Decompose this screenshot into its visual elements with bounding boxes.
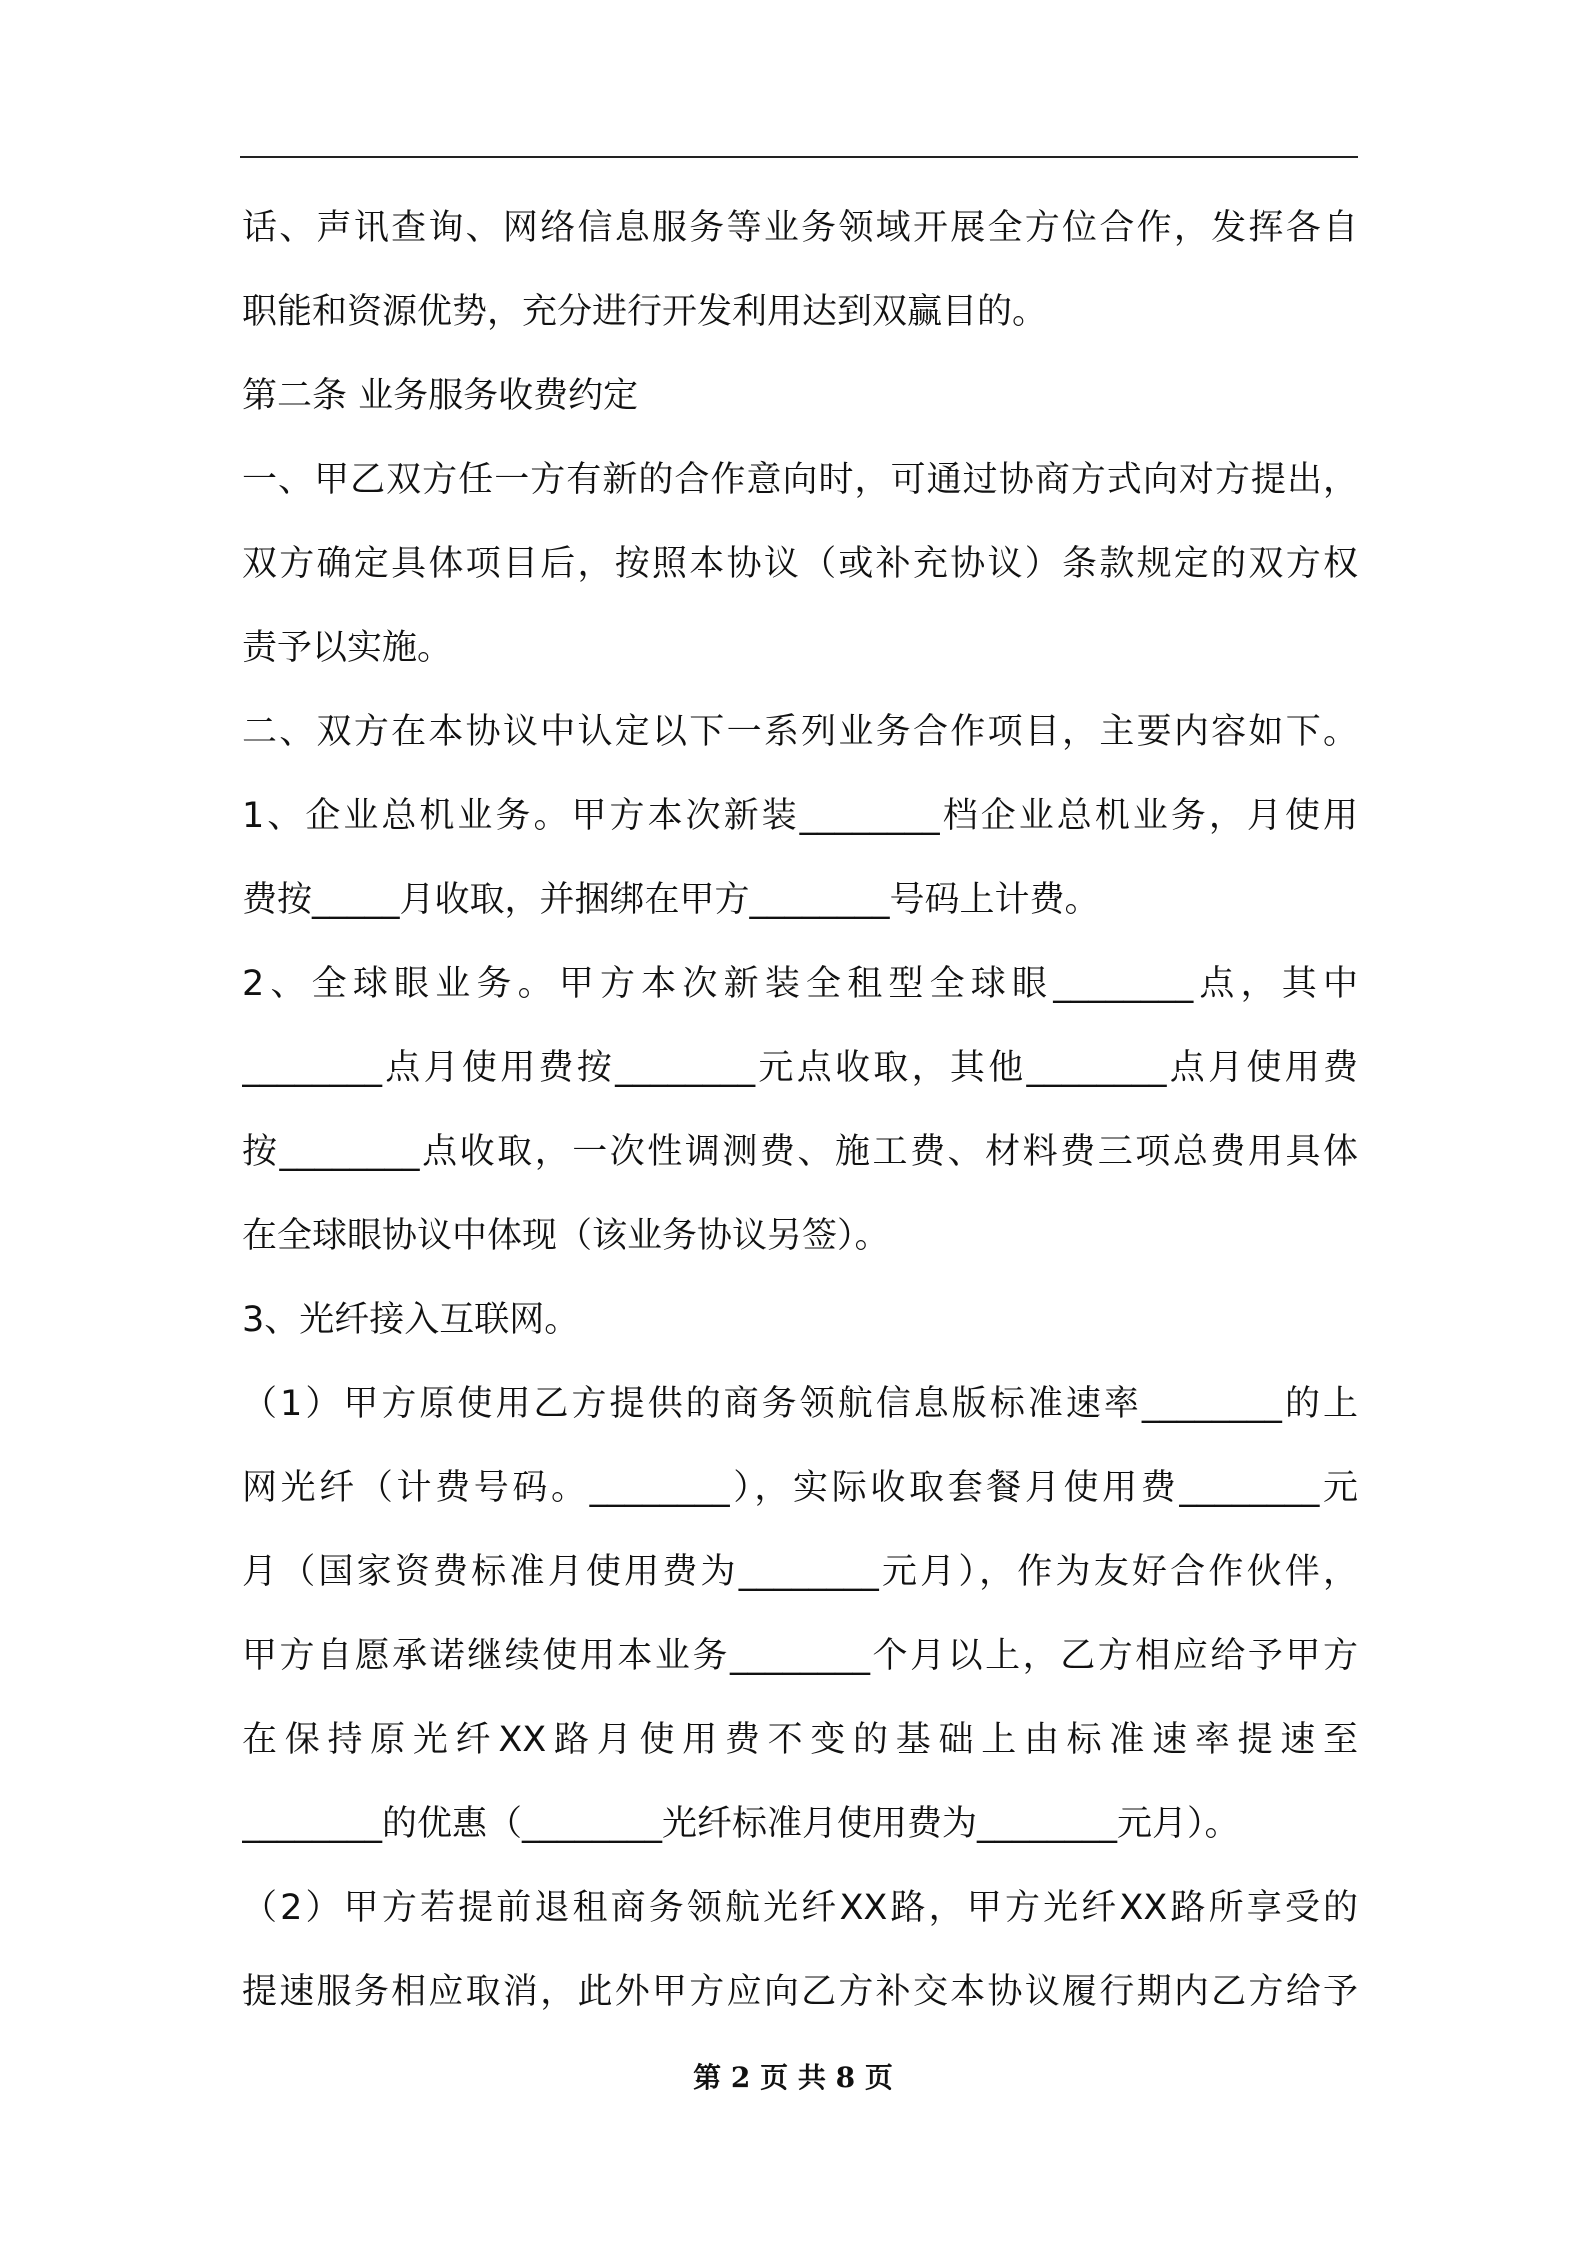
text-line: 在保持原光纤XX路月使用费不变的基础上由标准速率提速至 — [242, 1720, 1358, 1760]
text-line: 费按_____月收取，并捆绑在甲方________号码上计费。 — [242, 880, 1100, 920]
text-line: （2）甲方若提前退租商务领航光纤XX路，甲方光纤XX路所享受的 — [242, 1888, 1358, 1928]
text-line: 二、双方在本协议中认定以下一系列业务合作项目，主要内容如下。 — [242, 712, 1358, 752]
text-line: 甲方自愿承诺继续使用本业务________个月以上，乙方相应给予甲方 — [242, 1636, 1358, 1676]
text-line: 责予以实施。 — [242, 628, 453, 668]
text-line: 双方确定具体项目后，按照本协议（或补充协议）条款规定的双方权 — [242, 544, 1358, 584]
text-line: 一、甲乙双方任一方有新的合作意向时，可通过协商方式向对方提出， — [242, 460, 1358, 500]
text-line: 在全球眼协议中体现（该业务协议另签）。 — [242, 1216, 890, 1256]
text-line: ________点月使用费按________元点收取，其他________点月使用费 — [242, 1048, 1358, 1088]
text-line: （1）甲方原使用乙方提供的商务领航信息版标准速率________的上 — [242, 1384, 1358, 1424]
text-line: 月（国家资费标准月使用费为________元月），作为友好合作伙伴， — [242, 1552, 1358, 1592]
text-line: 按________点收取，一次性调测费、施工费、材料费三项总费用具体 — [242, 1132, 1358, 1172]
text-line: 话、声讯查询、网络信息服务等业务领域开展全方位合作，发挥各自 — [242, 208, 1358, 248]
section-heading: 第二条 业务服务收费约定 — [242, 376, 639, 416]
header-rule — [240, 156, 1358, 158]
text-line: 网光纤（计费号码。________），实际收取套餐月使用费________元 — [242, 1468, 1358, 1508]
page-number: 第 2 页 共 8 页 — [693, 2061, 893, 2094]
text-line: 提速服务相应取消，此外甲方应向乙方补交本协议履行期内乙方给予 — [242, 1972, 1358, 2012]
text-line: ________的优惠（________光纤标准月使用费为________元月）。 — [242, 1804, 1240, 1844]
text-line: 3、光纤接入互联网。 — [242, 1300, 580, 1340]
text-line: 职能和资源优势，充分进行开发利用达到双赢目的。 — [242, 292, 1048, 332]
body-text — [242, 186, 1358, 2034]
text-line: 1、企业总机业务。甲方本次新装________档企业总机业务，月使用 — [242, 796, 1358, 836]
text-line: 2、全球眼业务。甲方本次新装全租型全球眼________点，其中 — [242, 964, 1358, 1004]
